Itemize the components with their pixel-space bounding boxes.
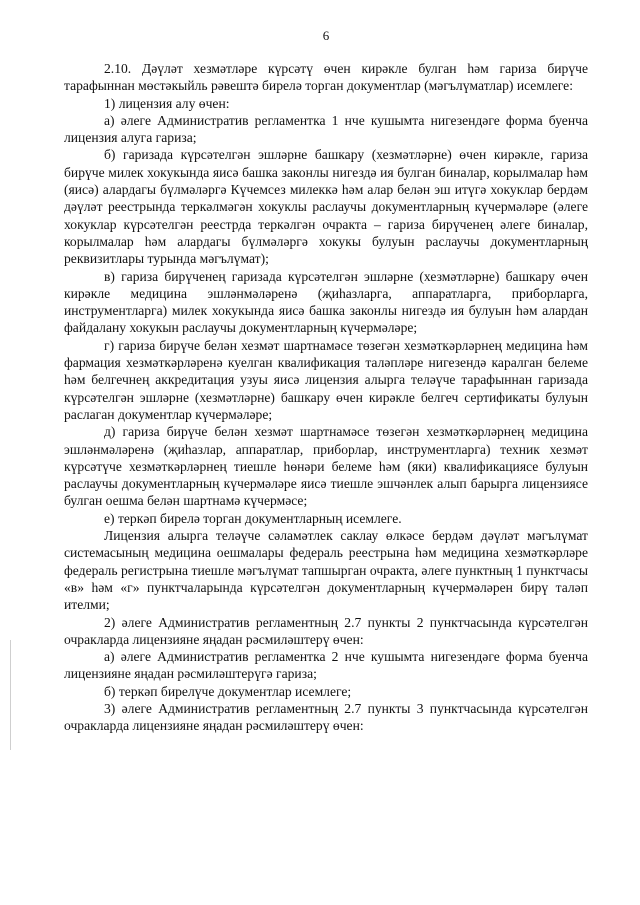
paragraph-2-10-heading: 2.10. Дәүләт хезмәтләре күрсәтү өчен кирәкле булган һәм гариза бирүче тарафыннан мөстәкыйль рәвештә бирелә торган документлар (мәгълүматлар) исемлеге: (64, 61, 588, 94)
paragraph-item-2: 2) әлеге Административ регламентның 2.7 пункты 2 пунктчасында күрсәтелгән очракларда лицензияне яңадан рәсмиләштерү өчен: (64, 614, 588, 647)
paragraph-item-1d: д) гариза бирүче белән хезмәт шартнамәсе төзегән хезмәткәрләрнең медицина эшләнмәләренә (җиһазлар, аппаратлар, приборлар, инструментларга) техник хезмәт күрсәтүче хезмәткәрләрнең тиешле һөнәри белеме һәм (яки) квалификациясе булуын раслаучы документларның күчермәләре яисә тиешле эшчәнлек алып барырга лицензиясе булган оешма белән шартнамә күчермәсе; (64, 424, 588, 509)
paragraph-registry-note: Лицензия алырга теләүче сәламәтлек саклау өлкәсе бердәм дәүләт мәгълүмат системасының медицина оешмалары федераль реестрына һәм медицина хезмәткәрләре федераль регистрына тиешле мәгълүмат тапшырган очракта, әлеге пунктның 1 пунктчасы «в» һәм «г» пунктчаларында күрсәтелгән документларның күчермәләрен бирү таләп ителми; (64, 528, 588, 613)
document-body (64, 60, 588, 735)
paragraph-item-1v: в) гариза бирүченең гаризада күрсәтелгән эшләрне (хезмәтләрне) башкару өчен кирәкле медицина эшләнмәләренә (җиһазларга, аппаратларга, приборларга, инструментларга) милек хокукында яисә башка законлы нигездә ия булуын һәм алардан файдалану хокукын раслаучы документларның күчермәләре; (64, 268, 588, 336)
paragraph-item-2b: б) теркәп бирелүче документлар исемлеге; (104, 683, 352, 699)
paragraph-item-1: 1) лицензия алу өчен: (104, 95, 230, 111)
paragraph-item-2a: а) әлеге Административ регламентка 2 нче кушымта нигезендәге форма буенча лицензияне яңадан рәсмиләштерүгә гариза; (64, 649, 588, 682)
scan-edge-line (10, 640, 11, 750)
paragraph-item-1g: г) гариза бирүче белән хезмәт шартнамәсе төзегән хезмәткәрләрнең медицина һәм фармация хезмәткәрләренә куелган квалификация таләпләре нигезендә каралган белеме һәм белгечнең аккредитация узуы яисә лицензия алырга теләүче тарафыннан гаризада күрсәтелгән эшләрне (хезмәтләрне) башкару өчен кирәкле белгеч сертификаты булуын раслаган документлар күчермәләре; (64, 337, 588, 422)
paragraph-item-1e: е) теркәп бирелә торган документларның исемлеге. (104, 510, 402, 526)
paragraph-item-3: 3) әлеге Административ регламентның 2.7 пункты 3 пунктчасында күрсәтелгән очракларда лицензияне яңадан рәсмиләштерү өчен: (64, 700, 588, 734)
paragraph-item-1b: б) гаризада күрсәтелгән эшләрне башкару (хезмәтләрне) өчен кирәкле, гариза бирүче милек хокукында яисә башка законлы нигездә ия булган биналар, корылмалар һәм (яисә) алардагы бүлмәләргә Күчемсез милеккә һәм алар белән эш итүгә хокуклар бердәм дәүләт реестрында теркәлмәгән хокуклы раслаучы документларның күчермәләре (әлеге хокуклар күрсәтелгән реестрда теркәлгән очракта – гариза бирүченең әлеге биналар, корылмалар һәм алардагы бүлмәләргә хокукы булуын раслаучы документларның реквизитлары турында мәгълүмат); (64, 147, 588, 267)
paragraph-item-1a: а) әлеге Административ регламентка 1 нче кушымта нигезендәге форма буенча лицензия алуга гариза; (64, 112, 588, 146)
page-number: 6 (322, 28, 330, 43)
